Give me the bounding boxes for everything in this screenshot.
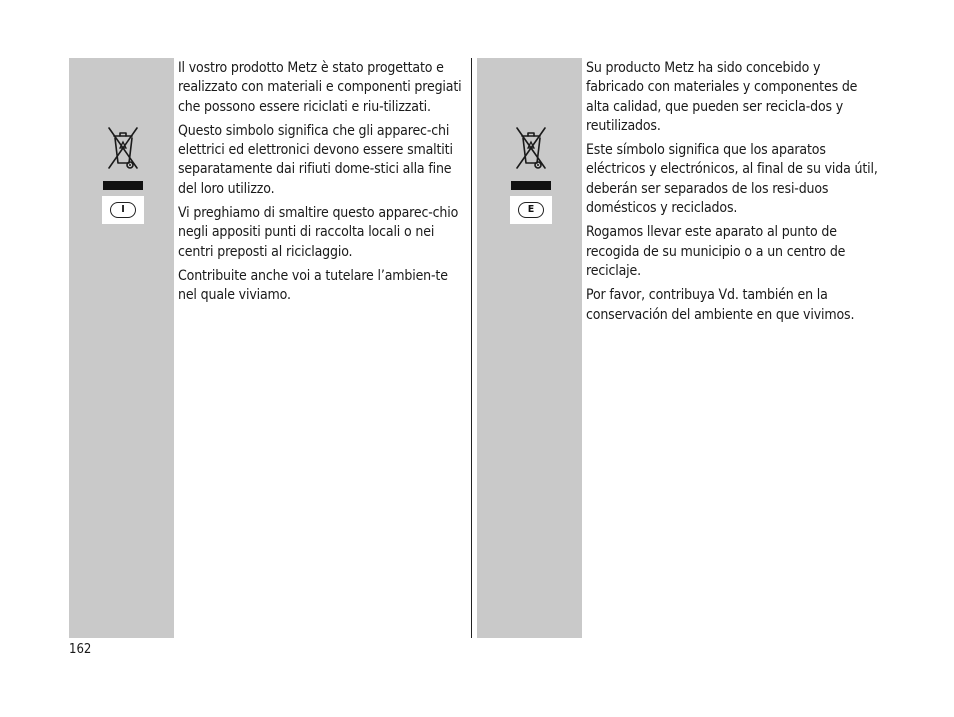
page-number: 162 bbox=[69, 642, 92, 657]
language-label-box bbox=[510, 196, 552, 224]
text-column-spanish bbox=[586, 59, 878, 330]
paragraph: Este símbolo significa que los aparatos eléctricos y electrónicos, al final de su vida útil, deberán ser separados de los resi-duos domésticos y reciclados. bbox=[586, 142, 878, 217]
language-badge-italian: I bbox=[110, 202, 136, 218]
sidebar-italian bbox=[69, 58, 174, 638]
paragraph: Rogamos llevar este aparato al punto de recogida de su municipio o a un centro de reciclaje. bbox=[586, 224, 846, 279]
sidebar-spanish bbox=[477, 58, 582, 638]
column-divider bbox=[471, 58, 472, 638]
language-badge-spanish: E bbox=[518, 202, 544, 218]
paragraph: Por favor, contribuya Vd. también en la conservación del ambiente en que vivimos. bbox=[586, 287, 855, 323]
paragraph: Questo simbolo significa che gli apparec-chi elettrici ed elettronici devono essere smaltiti separatamente dai rifiuti dome-stici alla fine del loro utilizzo. bbox=[178, 122, 453, 197]
paragraph: Contribuite anche voi a tutelare l’ambien-te nel quale viviamo. bbox=[178, 267, 448, 304]
paragraph: Il vostro prodotto Metz è stato progettato e realizzato con materiali e componenti pregiati che possono essere riciclati e riu-tilizzati. bbox=[178, 60, 462, 115]
crossed-out-wheelie-bin-icon bbox=[511, 124, 551, 192]
language-label-box bbox=[102, 196, 144, 224]
paragraph: Su producto Metz ha sido concebido y fabricado con materiales y componentes de alta calidad, que pueden ser recicla-dos y reutilizados. bbox=[586, 60, 858, 134]
paragraph: Vi preghiamo di smaltire questo apparec-chio negli appositi punti di raccolta locali o nei centri preposti al riciclaggio. bbox=[178, 205, 459, 260]
text-column-italian bbox=[178, 59, 470, 311]
crossed-out-wheelie-bin-icon bbox=[103, 124, 143, 192]
